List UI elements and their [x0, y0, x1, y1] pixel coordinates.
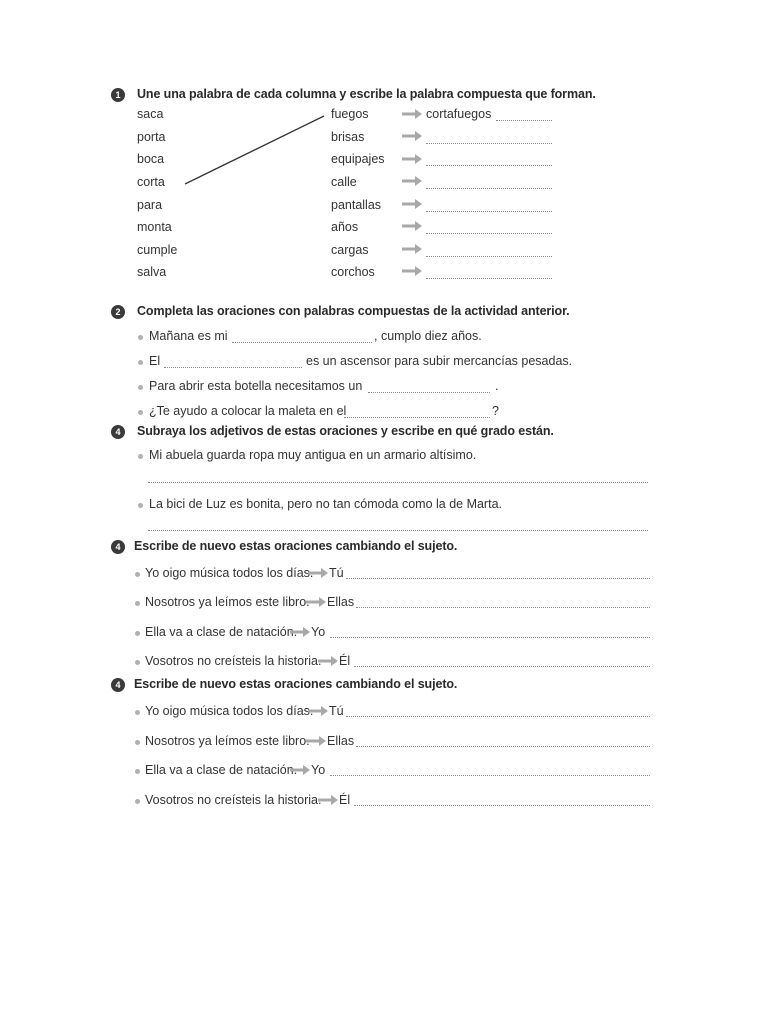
sentence-part: es un ascensor para subir mercancías pesadas. [306, 354, 573, 368]
answer-blank[interactable] [426, 211, 552, 212]
right-word: fuegos [331, 107, 369, 121]
sentence-part: . [495, 379, 499, 393]
bullet [138, 503, 143, 508]
sentence-text: Yo oigo música todos los días. [145, 704, 314, 718]
answer-blank[interactable] [426, 143, 552, 144]
arrow-right-icon [308, 567, 328, 579]
new-subject: Yo [311, 763, 326, 777]
answer-line[interactable] [354, 805, 650, 806]
sentence-part: ¿Te ayudo a colocar la maleta en el [149, 404, 347, 418]
answer-line[interactable] [356, 746, 650, 747]
bullet [135, 740, 140, 745]
answer-line[interactable] [354, 666, 650, 667]
answer-line[interactable] [330, 637, 650, 638]
sentence-text: Nosotros ya leímos este libro. [145, 734, 310, 748]
answer-line[interactable] [330, 775, 650, 776]
sentence-part: Para abrir esta botella necesitamos un [149, 379, 363, 393]
bullet [138, 335, 143, 340]
exercise-2-title: Completa las oraciones con palabras compuestas de la actividad anterior. [137, 304, 570, 318]
bullet [138, 360, 143, 365]
arrow-right-icon [402, 130, 422, 142]
right-word: pantallas [331, 198, 382, 212]
arrow-right-icon [402, 198, 422, 210]
right-word: equipajes [331, 152, 385, 166]
left-word: porta [137, 130, 166, 144]
arrow-right-icon [318, 655, 338, 667]
sentence-text: Ella va a clase de natación. [145, 763, 298, 777]
bullet [135, 660, 140, 665]
sentence-part: El [149, 354, 161, 368]
bullet [138, 385, 143, 390]
sentence-text: Mi abuela guarda ropa muy antigua en un armario altísimo. [149, 448, 477, 462]
answer-blank[interactable] [232, 342, 372, 343]
new-subject: Yo [311, 625, 326, 639]
left-word: saca [137, 107, 164, 121]
exercise-4-title: Escribe de nuevo estas oraciones cambiando el sujeto. [134, 539, 458, 553]
sentence-text: La bici de Luz es bonita, pero no tan cómoda como la de Marta. [149, 497, 502, 511]
answer-blank[interactable] [426, 165, 552, 166]
bullet [135, 572, 140, 577]
answer-blank[interactable] [496, 120, 552, 121]
bullet [135, 631, 140, 636]
arrow-right-icon [402, 153, 422, 165]
sentence-text: Nosotros ya leímos este libro. [145, 595, 310, 609]
answer-blank[interactable] [344, 417, 490, 418]
exercise-1-title: Une una palabra de cada columna y escribe la palabra compuesta que forman. [137, 87, 596, 101]
new-subject: Ellas [327, 734, 355, 748]
sentence-part: ? [492, 404, 499, 418]
answer-blank[interactable] [426, 278, 552, 279]
right-word: cargas [331, 243, 369, 257]
left-word: salva [137, 265, 167, 279]
bullet [138, 410, 143, 415]
left-word: boca [137, 152, 165, 166]
answer-blank[interactable] [426, 188, 552, 189]
sentence-part: , cumplo diez años. [374, 329, 482, 343]
answer-line[interactable] [148, 530, 648, 531]
answer-line[interactable] [356, 607, 650, 608]
arrow-right-icon [402, 265, 422, 277]
matching-line [180, 110, 330, 190]
bullet [138, 454, 143, 459]
sentence-text: Ella va a clase de natación. [145, 625, 298, 639]
arrow-right-icon [402, 108, 422, 120]
exercise-3-number: 4 [111, 425, 125, 439]
exercise-3-title: Subraya los adjetivos de estas oraciones y escribe en qué grado están. [137, 424, 554, 438]
arrow-right-icon [290, 764, 310, 776]
left-word: corta [137, 175, 165, 189]
right-word: años [331, 220, 359, 234]
exercise-4-number: 4 [111, 540, 125, 554]
right-word: corchos [331, 265, 375, 279]
answer-line[interactable] [346, 716, 650, 717]
exercise-5-title: Escribe de nuevo estas oraciones cambiando el sujeto. [134, 677, 458, 691]
arrow-right-icon [306, 735, 326, 747]
bullet [135, 710, 140, 715]
left-word: monta [137, 220, 172, 234]
answer-blank[interactable] [368, 392, 490, 393]
exercise-5-number: 4 [111, 678, 125, 692]
sentence-text: Vosotros no creísteis la historia. [145, 793, 322, 807]
bullet [135, 799, 140, 804]
bullet [135, 769, 140, 774]
exercise-1-number: 1 [111, 88, 125, 102]
answer-blank[interactable] [426, 233, 552, 234]
new-subject: Él [339, 654, 351, 668]
answer-line[interactable] [148, 482, 648, 483]
bullet [135, 601, 140, 606]
answer-blank[interactable] [426, 256, 552, 257]
left-word: para [137, 198, 163, 212]
right-word: calle [331, 175, 357, 189]
answer-text: cortafuegos [426, 107, 492, 121]
arrow-right-icon [402, 220, 422, 232]
arrow-right-icon [290, 626, 310, 638]
exercise-2-number: 2 [111, 305, 125, 319]
arrow-right-icon [308, 705, 328, 717]
answer-blank[interactable] [164, 367, 302, 368]
answer-line[interactable] [346, 578, 650, 579]
arrow-right-icon [306, 596, 326, 608]
arrow-right-icon [402, 175, 422, 187]
new-subject: Tú [329, 566, 344, 580]
arrow-right-icon [402, 243, 422, 255]
left-word: cumple [137, 243, 178, 257]
sentence-part: Mañana es mi [149, 329, 228, 343]
arrow-right-icon [318, 794, 338, 806]
right-word: brisas [331, 130, 365, 144]
new-subject: Ellas [327, 595, 355, 609]
new-subject: Tú [329, 704, 344, 718]
new-subject: Él [339, 793, 351, 807]
sentence-text: Vosotros no creísteis la historia. [145, 654, 322, 668]
sentence-text: Yo oigo música todos los días. [145, 566, 314, 580]
